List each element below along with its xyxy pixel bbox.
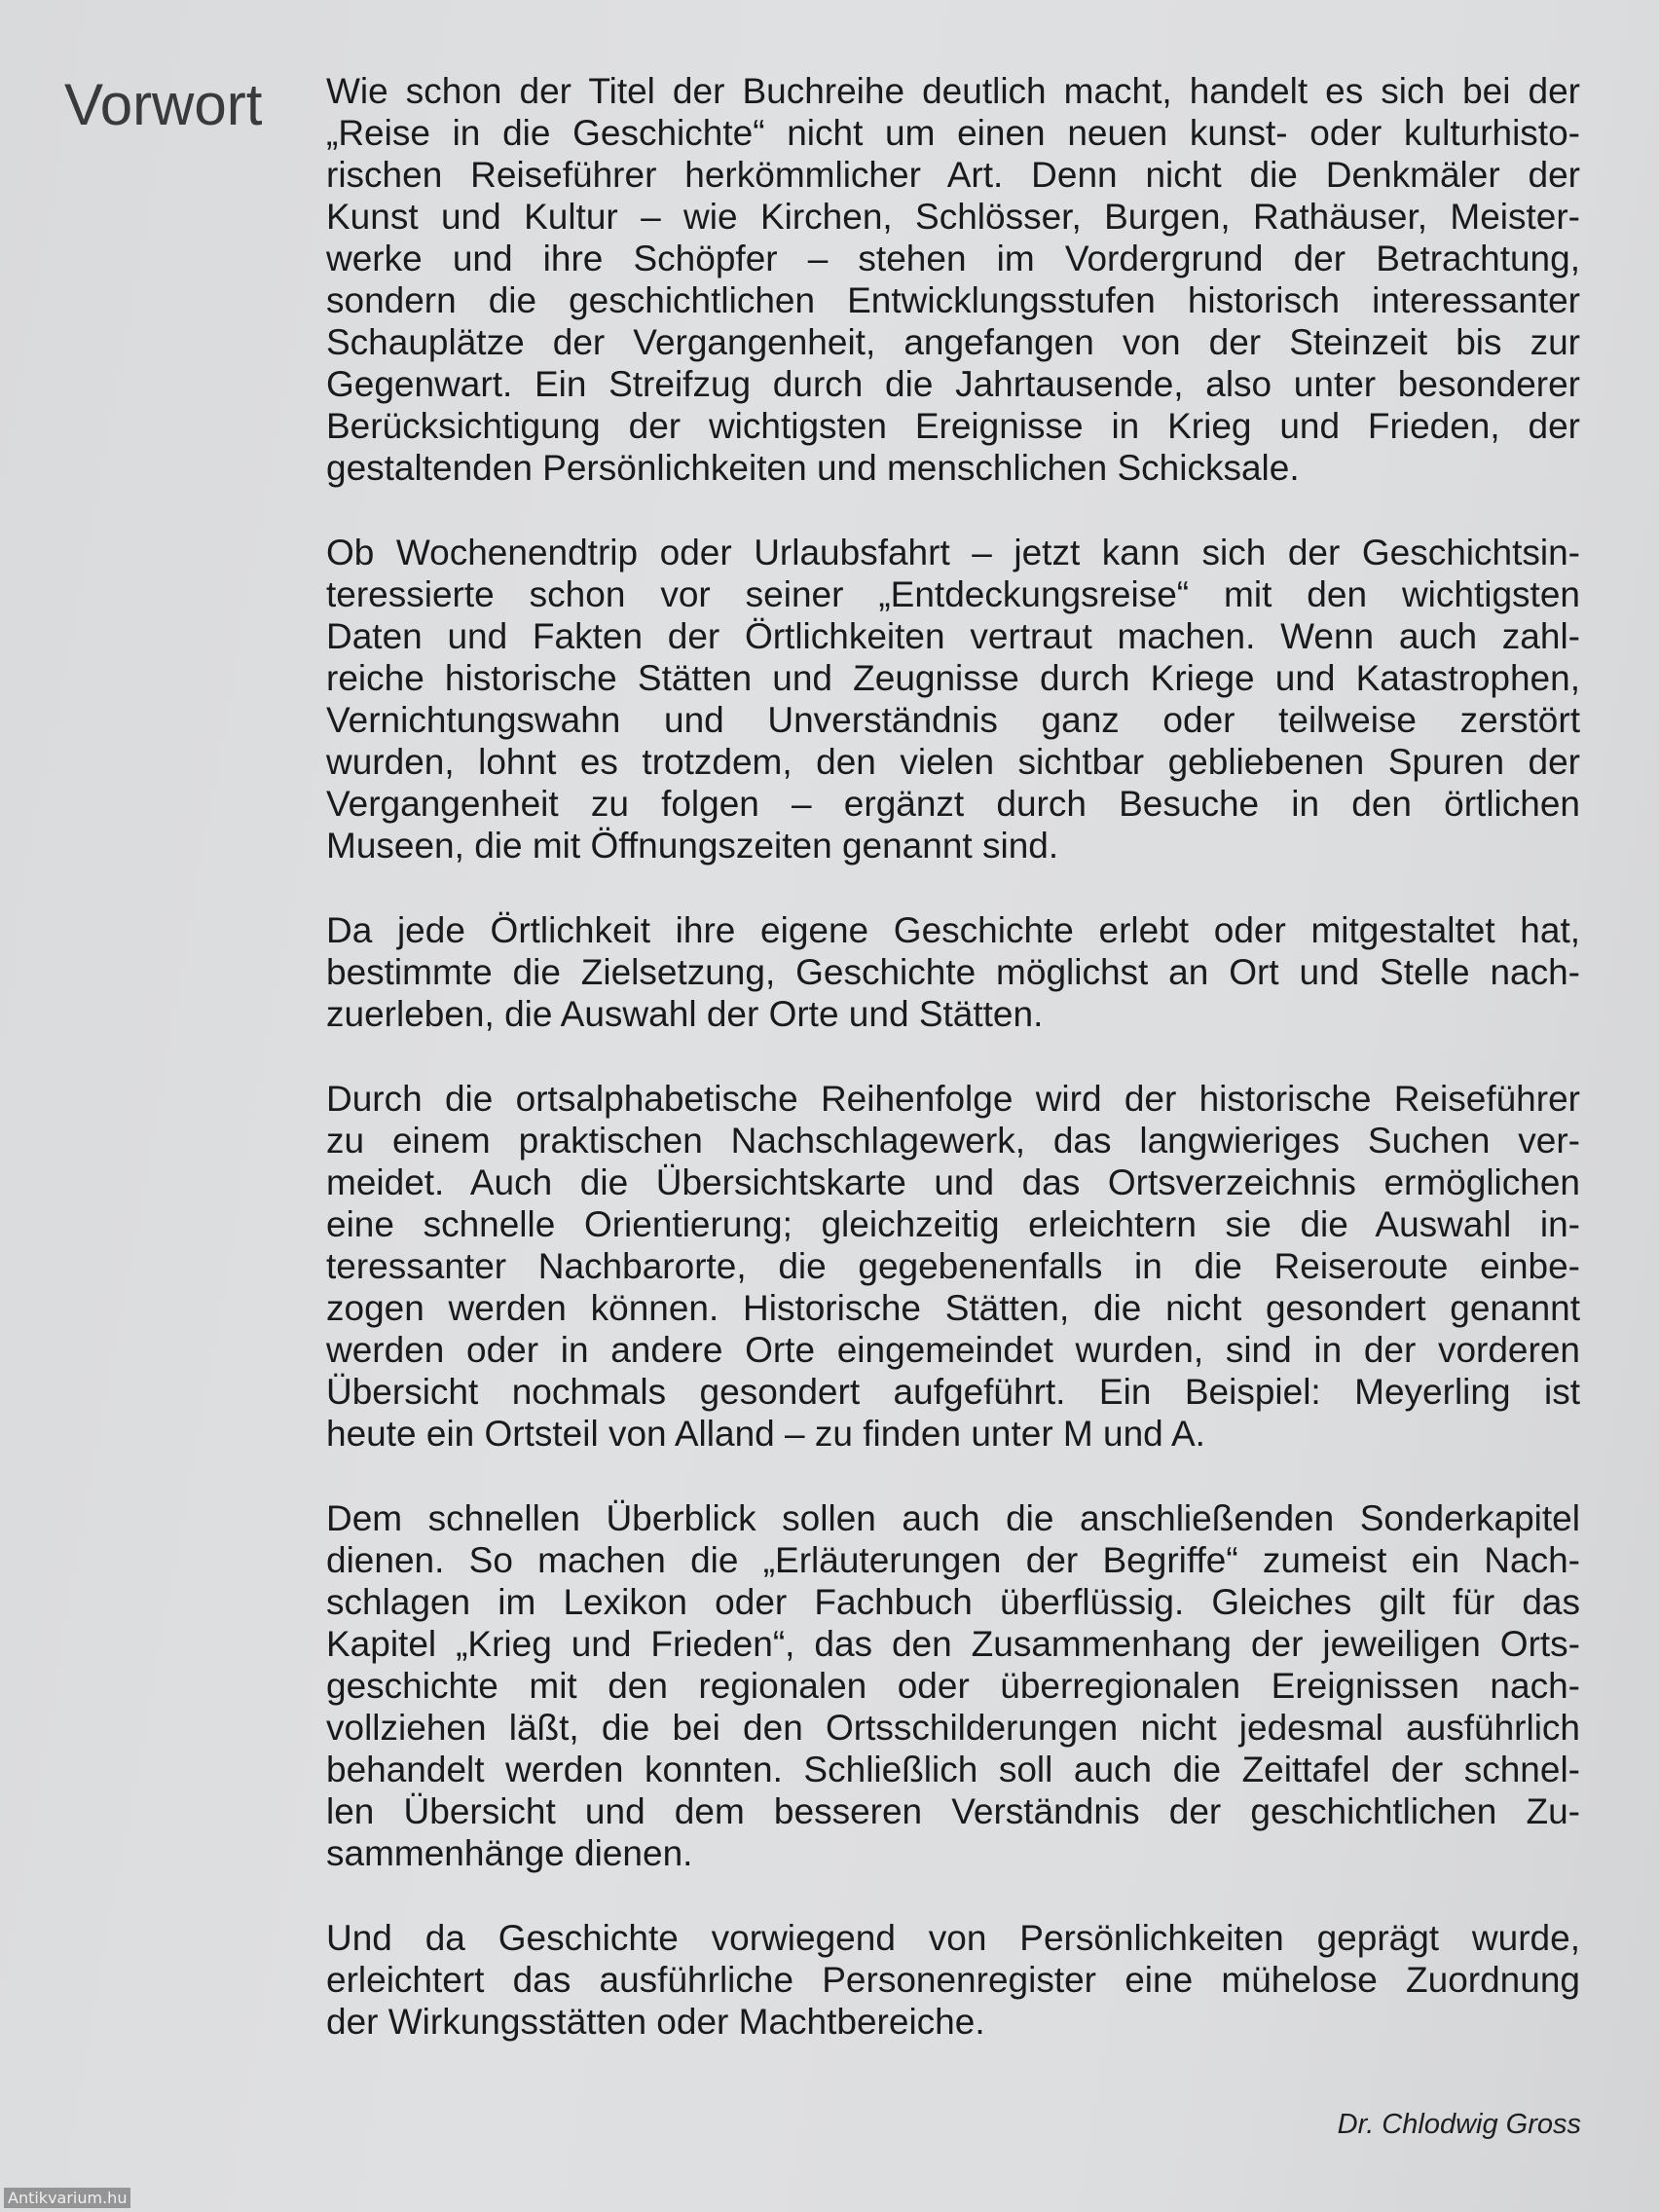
text-line: Kapitel „Krieg und Frieden“, das den Zusammenhang der jeweiligen Orts-: [326, 1624, 1580, 1664]
text-line: sammenhänge dienen.: [326, 1833, 693, 1873]
text-line: Gegenwart. Ein Streifzug durch die Jahrtausende, also unter besonderer: [326, 364, 1580, 404]
author-signature: Dr. Chlodwig Gross: [1337, 2109, 1581, 2140]
paragraph-3: [326, 909, 1580, 1035]
text-line: teressierte schon vor seiner „Entdeckungsreise“ mit den wichtigsten: [326, 574, 1580, 614]
text-line: behandelt werden konnten. Schließlich soll auch die Zeittafel der schnel-: [326, 1750, 1580, 1789]
text-line: Durch die ortsalphabetische Reihenfolge wird der historische Reiseführer: [326, 1079, 1580, 1119]
text-line: schlagen im Lexikon oder Fachbuch überflüssig. Gleiches gilt für das: [326, 1582, 1580, 1622]
page-title: Vorwort: [64, 72, 263, 137]
text-line: wurden, lohnt es trotzdem, den vielen sichtbar gebliebenen Spuren der: [326, 742, 1580, 782]
text-line: Ob Wochenendtrip oder Urlaubsfahrt – jetzt kann sich der Geschichtsin-: [326, 533, 1580, 572]
text-line: Da jede Örtlichkeit ihre eigene Geschichte erlebt oder mitgestaltet hat,: [326, 910, 1580, 950]
text-line: Berücksichtigung der wichtigsten Ereignisse in Krieg und Frieden, der: [326, 406, 1580, 446]
paragraph-4: [326, 1078, 1580, 1455]
text-line: eine schnelle Orientierung; gleichzeitig erleichtern sie die Auswahl in-: [326, 1204, 1580, 1244]
text-line: Museen, die mit Öffnungszeiten genannt sind.: [326, 826, 1059, 866]
text-line: Kunst und Kultur – wie Kirchen, Schlösser, Burgen, Rathäuser, Meister-: [326, 197, 1580, 237]
text-line: „Reise in die Geschichte“ nicht um einen neuen kunst- oder kulturhisto-: [326, 113, 1580, 153]
paragraph-5: [326, 1497, 1580, 1874]
text-line: erleichtert das ausführliche Personenregister eine mühelose Zuordnung: [326, 1960, 1580, 2000]
text-line: werke und ihre Schöpfer – stehen im Vordergrund der Betrachtung,: [326, 239, 1580, 278]
text-line: Dem schnellen Überblick sollen auch die anschließenden Sonderkapitel: [326, 1498, 1580, 1538]
text-line: bestimmte die Zielsetzung, Geschichte möglichst an Ort und Stelle nach-: [326, 952, 1580, 992]
text-line: zogen werden können. Historische Stätten, die nicht gesondert genannt: [326, 1288, 1580, 1328]
text-line: teressanter Nachbarorte, die gegebenenfalls in die Reiseroute einbe-: [326, 1246, 1580, 1286]
text-line: sondern die geschichtlichen Entwicklungsstufen historisch interessanter: [326, 280, 1580, 320]
text-line: Übersicht nochmals gesondert aufgeführt. Ein Beispiel: Meyerling ist: [326, 1372, 1580, 1412]
text-line: Schauplätze der Vergangenheit, angefangen von der Steinzeit bis zur: [326, 322, 1580, 362]
text-line: Wie schon der Titel der Buchreihe deutlich macht, handelt es sich bei der: [326, 71, 1580, 111]
text-line: reiche historische Stätten und Zeugnisse durch Kriege und Katastrophen,: [326, 658, 1580, 698]
text-line: der Wirkungsstätten oder Machtbereiche.: [326, 2002, 985, 2042]
text-line: rischen Reiseführer herkömmlicher Art. Denn nicht die Denkmäler der: [326, 155, 1580, 195]
text-line: meidet. Auch die Übersichtskarte und das Ortsverzeichnis ermöglichen: [326, 1162, 1580, 1202]
text-line: vollziehen läßt, die bei den Ortsschilderungen nicht jedesmal ausführlich: [326, 1708, 1580, 1748]
foreword-text: [326, 70, 1580, 2085]
text-line: Vergangenheit zu folgen – ergänzt durch Besuche in den örtlichen: [326, 784, 1580, 824]
watermark-label: Antikvarium.hu: [4, 2188, 130, 2208]
text-line: geschichte mit den regionalen oder überregionalen Ereignissen nach-: [326, 1666, 1580, 1706]
text-line: dienen. So machen die „Erläuterungen der Begriffe“ zumeist ein Nach-: [326, 1540, 1580, 1580]
text-line: Und da Geschichte vorwiegend von Persönlichkeiten geprägt wurde,: [326, 1918, 1580, 1958]
text-line: Daten und Fakten der Örtlichkeiten vertraut machen. Wenn auch zahl-: [326, 616, 1580, 656]
paragraph-6: [326, 1917, 1580, 2043]
paragraph-2: [326, 532, 1580, 866]
text-line: heute ein Ortsteil von Alland – zu finden unter M und A.: [326, 1414, 1205, 1454]
text-line: Vernichtungswahn und Unverständnis ganz oder teilweise zerstört: [326, 700, 1580, 740]
text-line: zuerleben, die Auswahl der Orte und Stätten.: [326, 994, 1044, 1034]
text-line: werden oder in andere Orte eingemeindet wurden, sind in der vorderen: [326, 1330, 1580, 1370]
paragraph-1: [326, 70, 1580, 489]
text-line: zu einem praktischen Nachschlagewerk, das langwieriges Suchen ver-: [326, 1121, 1580, 1161]
text-line: gestaltenden Persönlichkeiten und menschlichen Schicksale.: [326, 448, 1300, 488]
text-line: len Übersicht und dem besseren Verständnis der geschichtlichen Zu-: [326, 1791, 1580, 1831]
